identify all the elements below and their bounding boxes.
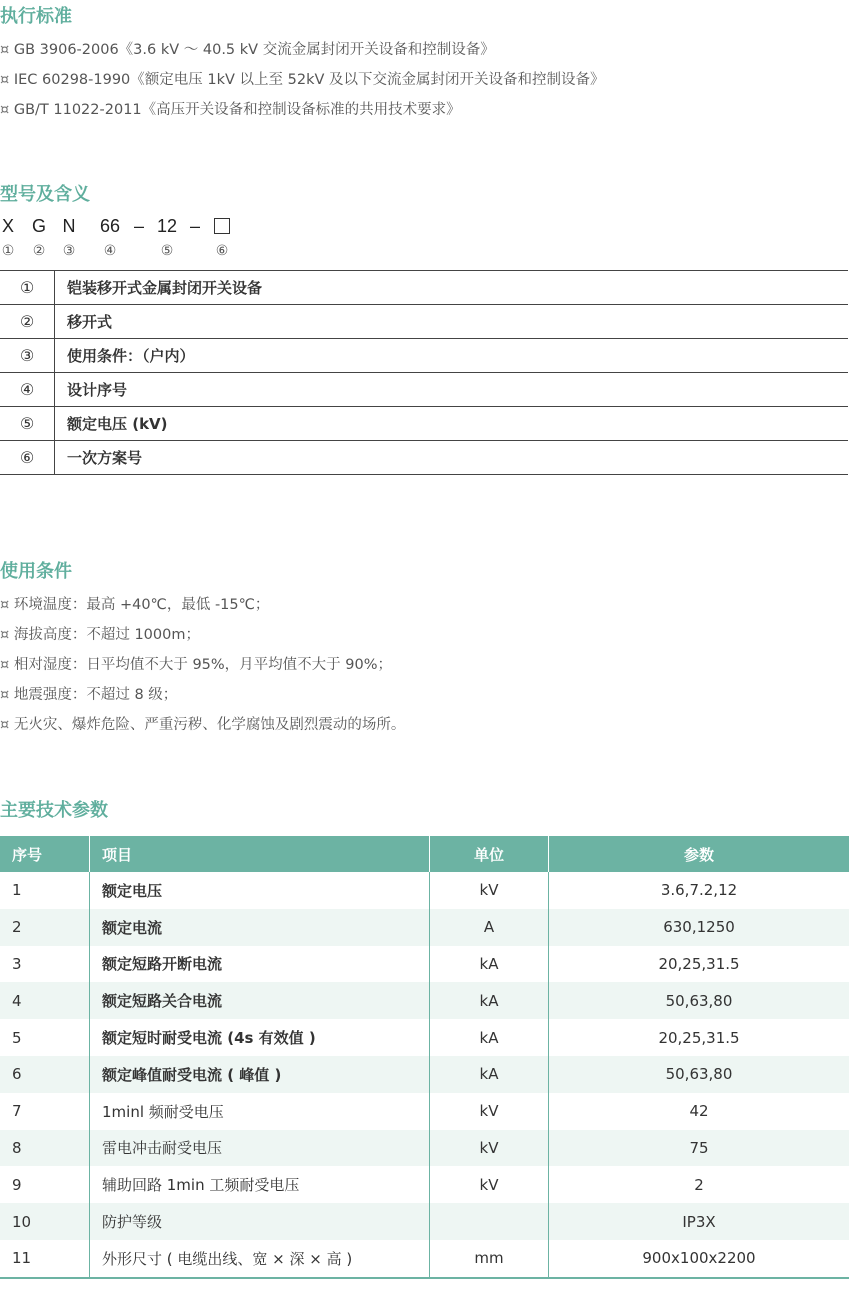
condition-item: ¤ 环境温度：最高 +40℃，最低 -15℃；	[0, 597, 270, 613]
cell-item: 额定电压	[90, 872, 430, 909]
cell-unit: kA	[430, 946, 549, 983]
condition-item: ¤ 无火灾、爆炸危险、严重污秽、化学腐蚀及剧烈震动的场所。	[0, 717, 406, 733]
cell-value: 20,25,31.5	[549, 1019, 850, 1056]
code-char-g: G	[31, 216, 46, 236]
standard-item: ¤ GB 3906-2006《3.6 kV ～ 40.5 kV 交流金属封闭开关设备和控制设备》	[0, 42, 495, 58]
row-number: ⑥	[0, 441, 55, 475]
cell-no: 4	[0, 982, 90, 1019]
cell-unit: A	[430, 909, 549, 946]
cell-unit: kA	[430, 982, 549, 1019]
model-title: 型号及含义	[0, 184, 90, 205]
cell-no: 6	[0, 1056, 90, 1093]
cell-no: 8	[0, 1130, 90, 1167]
row-number: ①	[0, 271, 55, 305]
bullet-marker-icon: ¤	[0, 102, 10, 118]
cell-item: 辅助回路 1min 工频耐受电压	[90, 1166, 430, 1203]
standards-title: 执行标准	[0, 6, 72, 27]
cell-no: 11	[0, 1240, 90, 1278]
table-row	[0, 1203, 849, 1240]
cell-unit: kA	[430, 1056, 549, 1093]
cell-unit: kV	[430, 1130, 549, 1167]
cell-no: 5	[0, 1019, 90, 1056]
cell-item: 额定短路关合电流	[90, 982, 430, 1019]
table-row	[0, 1019, 849, 1056]
code-char-12: 12	[156, 216, 178, 236]
code-number: ③	[62, 243, 76, 259]
cell-value: 75	[549, 1130, 850, 1167]
cell-item: 额定峰值耐受电流 ( 峰值 )	[90, 1056, 430, 1093]
blank-box-icon	[214, 218, 230, 234]
code-char-dash: –	[133, 216, 144, 236]
table-row	[0, 909, 849, 946]
cell-item: 额定短路开断电流	[90, 946, 430, 983]
cell-unit: kV	[430, 1093, 549, 1130]
cell-value: 42	[549, 1093, 850, 1130]
bullet-marker-icon: ¤	[0, 42, 10, 58]
standard-item: ¤ IEC 60298-1990《额定电压 1kV 以上至 52kV 及以下交流金属封闭开关设备和控制设备》	[0, 72, 605, 88]
bullet-marker-icon: ¤	[0, 597, 10, 613]
bullet-marker-icon: ¤	[0, 657, 10, 673]
code-number: ⑤	[160, 243, 174, 259]
cell-no: 9	[0, 1166, 90, 1203]
row-meaning: 设计序号	[55, 373, 849, 407]
condition-item: ¤ 地震强度：不超过 8 级；	[0, 687, 178, 703]
row-meaning: 移开式	[55, 305, 849, 339]
cell-item: 1minl 频耐受电压	[90, 1093, 430, 1130]
row-meaning: 铠装移开式金属封闭开关设备	[55, 271, 849, 305]
condition-item: ¤ 海拔高度：不超过 1000m；	[0, 627, 200, 643]
cell-no: 2	[0, 909, 90, 946]
table-row	[0, 305, 848, 339]
cell-unit: kV	[430, 1166, 549, 1203]
cell-no: 7	[0, 1093, 90, 1130]
cell-unit: kA	[430, 1019, 549, 1056]
cell-item: 雷电冲击耐受电压	[90, 1130, 430, 1167]
table-row	[0, 271, 848, 305]
table-row	[0, 982, 849, 1019]
bullet-marker-icon: ¤	[0, 72, 10, 88]
row-number: ⑤	[0, 407, 55, 441]
cell-item: 防护等级	[90, 1203, 430, 1240]
cell-unit: mm	[430, 1240, 549, 1278]
bullet-marker-icon: ¤	[0, 717, 10, 733]
header-unit: 单位	[430, 836, 549, 872]
table-row	[0, 1056, 849, 1093]
code-char-66: 66	[99, 216, 121, 236]
bullet-marker-icon: ¤	[0, 687, 10, 703]
header-no: 序号	[0, 836, 90, 872]
row-meaning: 一次方案号	[55, 441, 849, 475]
cell-value: 50,63,80	[549, 1056, 850, 1093]
model-meaning-table	[0, 270, 848, 475]
condition-item: ¤ 相对湿度：日平均值不大于 95%，月平均值不大于 90%；	[0, 657, 393, 673]
table-header-row	[0, 836, 849, 872]
standard-item: ¤ GB/T 11022-2011《高压开关设备和控制设备标准的共用技术要求》	[0, 102, 461, 118]
header-value: 参数	[549, 836, 850, 872]
code-char-dash: –	[189, 216, 200, 236]
row-number: ②	[0, 305, 55, 339]
row-meaning: 使用条件：（户内）	[55, 339, 849, 373]
table-row	[0, 1240, 849, 1278]
table-row	[0, 373, 848, 407]
cell-value: 900x100x2200	[549, 1240, 850, 1278]
cell-value: 630,1250	[549, 909, 850, 946]
row-number: ④	[0, 373, 55, 407]
code-number: ④	[103, 243, 117, 259]
cell-value: 50,63,80	[549, 982, 850, 1019]
code-number: ⑥	[215, 243, 229, 259]
row-meaning: 额定电压 (kV)	[55, 407, 849, 441]
code-char-x: X	[1, 216, 14, 236]
cell-unit: kV	[430, 872, 549, 909]
table-row	[0, 441, 848, 475]
cell-value: 20,25,31.5	[549, 946, 850, 983]
cell-no: 10	[0, 1203, 90, 1240]
specs-table	[0, 836, 849, 1279]
cell-value: 2	[549, 1166, 850, 1203]
specs-title: 主要技术参数	[0, 800, 108, 821]
cell-no: 3	[0, 946, 90, 983]
cell-item: 外形尺寸 ( 电缆出线、宽 × 深 × 高 )	[90, 1240, 430, 1278]
code-number: ①	[1, 243, 15, 259]
cell-value: IP3X	[549, 1203, 850, 1240]
table-row	[0, 1130, 849, 1167]
code-number: ②	[32, 243, 46, 259]
table-row	[0, 946, 849, 983]
code-char-n: N	[62, 216, 76, 236]
cell-no: 1	[0, 872, 90, 909]
table-row	[0, 407, 848, 441]
table-row	[0, 1166, 849, 1203]
conditions-title: 使用条件	[0, 561, 72, 582]
table-row	[0, 1093, 849, 1130]
header-item: 项目	[90, 836, 430, 872]
cell-item: 额定电流	[90, 909, 430, 946]
cell-value: 3.6,7.2,12	[549, 872, 850, 909]
table-row	[0, 872, 849, 909]
bullet-marker-icon: ¤	[0, 627, 10, 643]
cell-item: 额定短时耐受电流 (4s 有效值 )	[90, 1019, 430, 1056]
cell-unit	[430, 1203, 549, 1240]
row-number: ③	[0, 339, 55, 373]
table-row	[0, 339, 848, 373]
